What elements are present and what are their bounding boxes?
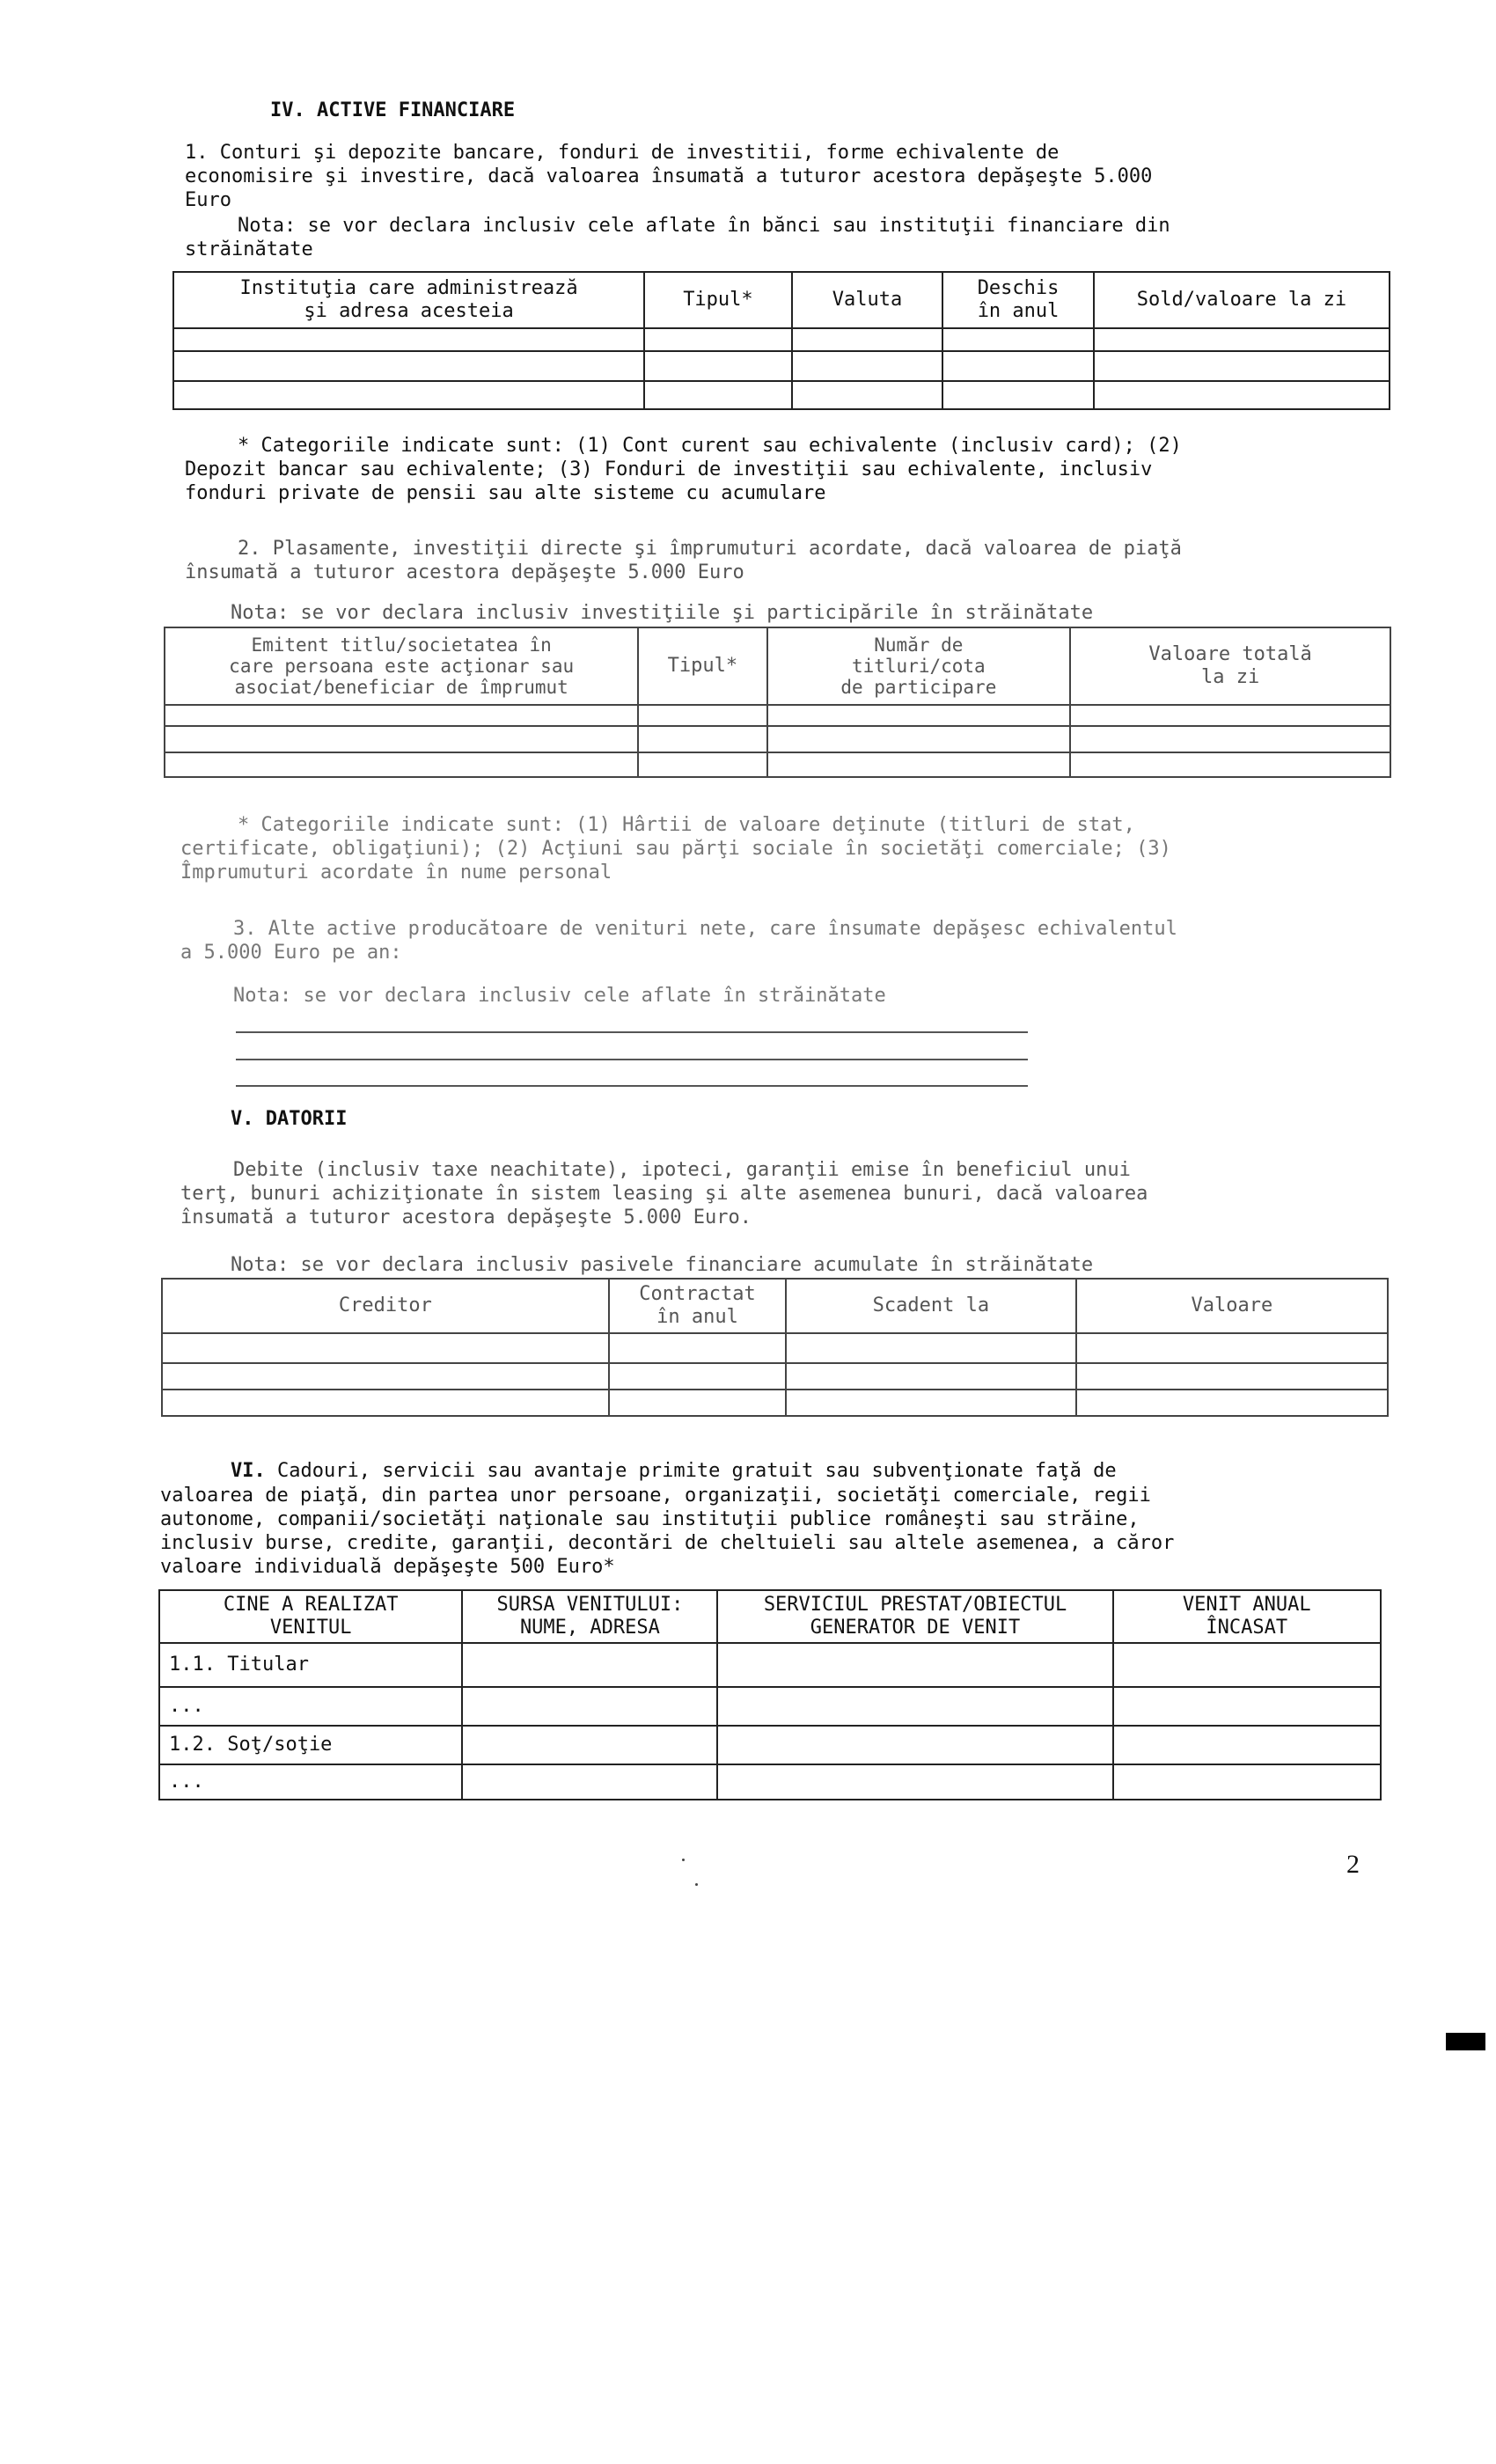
table3-header-due: Scadent la [786, 1279, 1076, 1333]
table-row [159, 1726, 1381, 1764]
section-iv-item1-nota: Nota: se vor declara inclusiv cele aflate în bănci sau instituţii financiare din străinătate [185, 215, 1170, 260]
table1-header-opened: Deschis în anul [942, 272, 1094, 328]
table-row [159, 1687, 1381, 1726]
section-vi-text-first: Cadouri, servicii sau avantaje primite gratuit sau subvenţionate faţă de [277, 1460, 1117, 1482]
table1-header-institution: Instituţia care administrează şi adresa acesteia [173, 272, 644, 328]
table4-cell-titular: 1.1. Titular [159, 1643, 462, 1687]
section-iv-title: IV. ACTIVE FINANCIARE [270, 99, 516, 121]
section-vi-title: VI. [231, 1460, 266, 1482]
table4-cell-ellipsis: ... [159, 1687, 462, 1726]
table2-header-count: Număr de titluri/cota de participare [767, 627, 1071, 705]
table-row [165, 705, 1390, 726]
table4-header-source: SURSA VENITULUI: NUME, ADRESA [462, 1590, 717, 1643]
table4-header-who: CINE A REALIZAT VENITUL [159, 1590, 462, 1643]
table-row [165, 726, 1390, 752]
table2-header-value: Valoare totală la zi [1070, 627, 1390, 705]
table4-cell-ellipsis: ... [159, 1764, 462, 1800]
table4-cell-spouse: 1.2. Soţ/soţie [159, 1726, 462, 1764]
scan-speck [695, 1883, 698, 1886]
section-iv-item3-nota: Nota: se vor declara inclusiv cele aflate în străinătate [233, 985, 886, 1007]
blank-line [236, 1085, 1028, 1087]
blank-line [236, 1059, 1028, 1060]
table4-header-service: SERVICIUL PRESTAT/OBIECTUL GENERATOR DE VENIT [717, 1590, 1112, 1643]
table-row [173, 381, 1390, 409]
section-v-title: V. DATORII [231, 1108, 348, 1130]
page-number: 2 [1346, 1850, 1360, 1879]
table-row [162, 1333, 1388, 1363]
table1-footnote: * Categoriile indicate sunt: (1) Cont curent sau echivalente (inclusiv card); (2) Depozit bancar sau echivalente; (3) Fonduri de investiţii sau echivalente, inclusiv fonduri private de pensii sau alte sisteme cu acumulare [185, 435, 1182, 504]
gifts-table [158, 1589, 1382, 1800]
table2-footnote: * Categoriile indicate sunt: (1) Hârtii de valoare deţinute (titluri de stat, certificate, obligaţiuni); (2) Acţiuni sau părţi sociale în societăţi comerciale; (3) Împrumuturi acordate în nume personal [180, 814, 1171, 884]
section-iv-item2-text: 2. Plasamente, investiţii directe şi împrumuturi acordate, dacă valoarea de piaţă însumată a tuturor acestora depăşeşte 5.000 Euro [185, 538, 1182, 583]
table-row [159, 1764, 1381, 1800]
scan-speck [682, 1859, 685, 1861]
section-iv-item2-nota: Nota: se vor declara inclusiv investiţiile şi participările în străinătate [231, 602, 1094, 624]
table-row [162, 1363, 1388, 1390]
table-row [162, 1390, 1388, 1416]
blank-line [236, 1031, 1028, 1033]
table3-header-creditor: Creditor [162, 1279, 609, 1333]
table1-header-currency: Valuta [792, 272, 943, 328]
scan-registration-mark [1446, 2033, 1485, 2050]
bank-accounts-table [172, 271, 1390, 410]
section-vi-text: valoarea de piaţă, din partea unor persoane, organizaţii, societăţi comerciale, regii autonome, companii/societăţi naţionale sau instituţii publice româneşti sau străine, inclusiv burse, credite, garanţii, decontări de cheltuieli sau altele asemenea, a căror valoare individuală depăşeşte 500 Euro* [160, 1485, 1175, 1578]
investments-table [164, 627, 1391, 778]
table-row [159, 1643, 1381, 1687]
table-row [165, 752, 1390, 777]
table2-header-issuer: Emitent titlu/societatea în care persoana este acţionar sau asociat/beneficiar de împrumut [165, 627, 638, 705]
section-v-nota: Nota: se vor declara inclusiv pasivele financiare acumulate în străinătate [231, 1254, 1094, 1276]
section-iv-item3-text: 3. Alte active producătoare de venituri nete, care însumate depăşesc echivalentul a 5.000 Euro pe an: [180, 918, 1177, 964]
section-v-text: Debite (inclusiv taxe neachitate), ipoteci, garanţii emise în beneficiul unui terţ, bunuri achiziţionate în sistem leasing şi alte asemenea bunuri, dacă valoarea însumată a tuturor acestora depăşeşte 5.000 Euro. [180, 1159, 1148, 1228]
table-row [173, 328, 1390, 351]
table-row [173, 351, 1390, 381]
table4-header-income: VENIT ANUAL ÎNCASAT [1113, 1590, 1381, 1643]
debts-table [161, 1278, 1389, 1417]
table1-header-balance: Sold/valoare la zi [1094, 272, 1390, 328]
table1-header-type: Tipul* [644, 272, 792, 328]
table3-header-contracted: Contractat în anul [609, 1279, 786, 1333]
section-vi-first-line [231, 1459, 1410, 1483]
table2-header-type: Tipul* [638, 627, 766, 705]
table3-header-value: Valoare [1076, 1279, 1388, 1333]
section-iv-item1-text: 1. Conturi şi depozite bancare, fonduri de investitii, forme echivalente de economisire şi investire, dacă valoarea însumată a tuturor acestora depăşeşte 5.000 Euro [185, 142, 1153, 211]
